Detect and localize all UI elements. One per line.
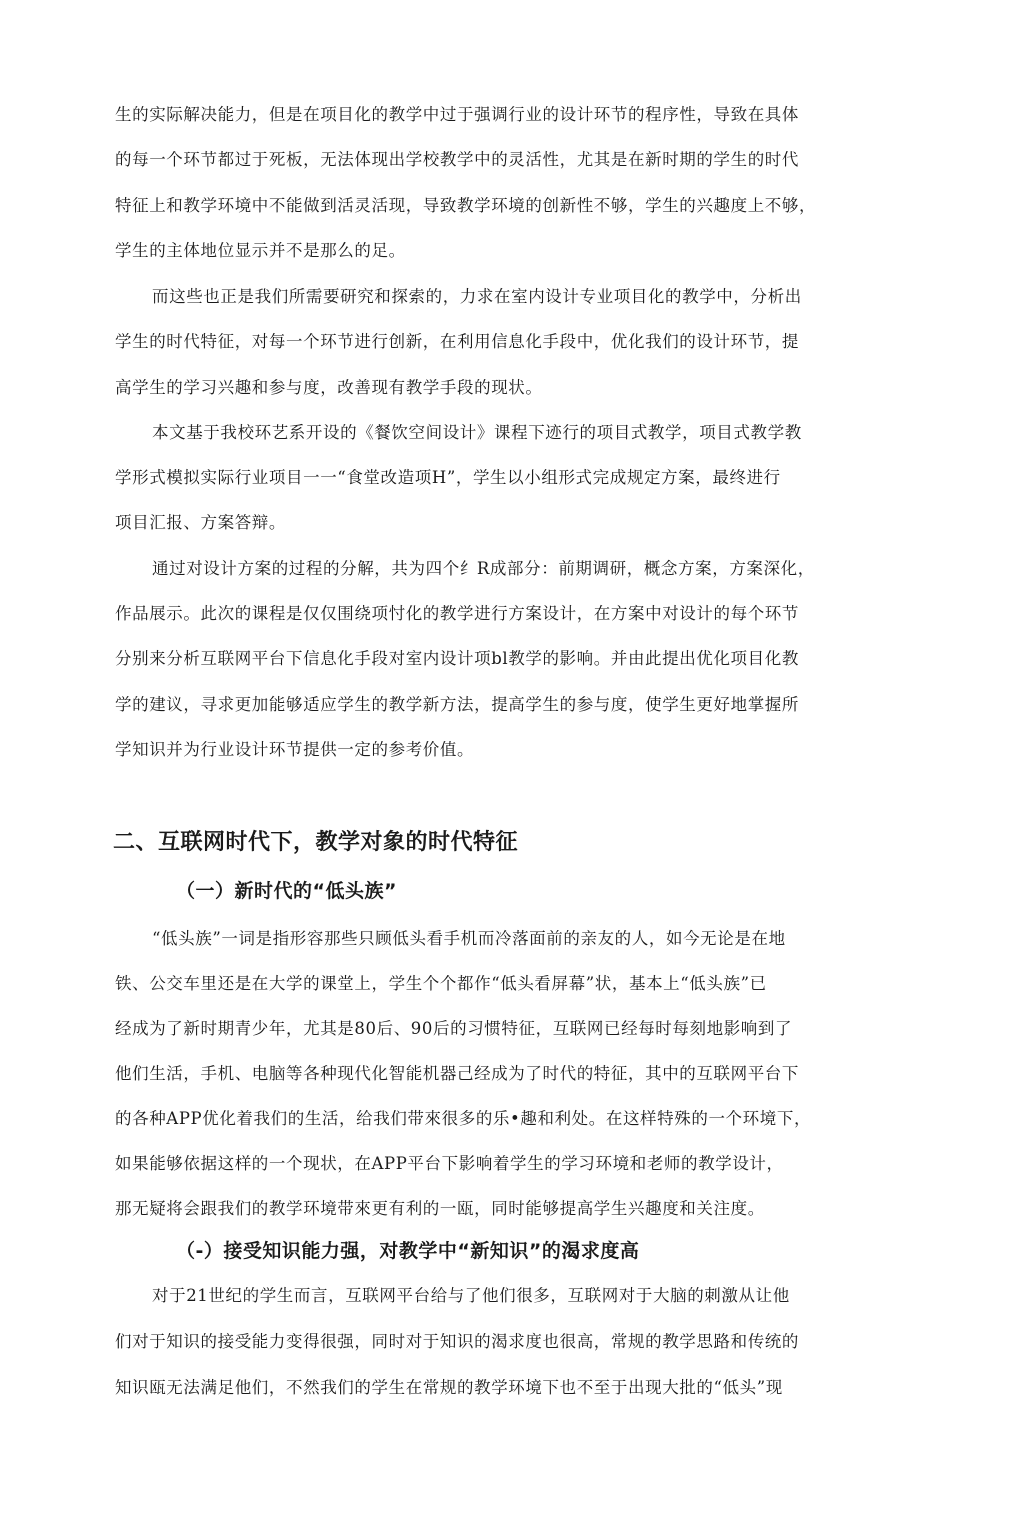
paragraph-5-line: 的各种APP优化着我们的生活，给我们带來很多的乐•趣和利处。在这样特殊的一个环境下， [115, 1109, 812, 1128]
paragraph-4-line: 分别来分析互联网平台下信息化手段对室内设计项bl教学的影响。并由此提出优化项目化教 [115, 649, 799, 668]
paragraph-5-line: 那无疑将会跟我们的教学环境带來更有利的一瓯，同时能够提高学生兴趣度和关注度。 [115, 1199, 765, 1218]
section-heading: 二、互联网时代下，教学对象的时代特征 [113, 830, 519, 855]
paragraph-4-line: 学的建议，寻求更加能够适应学生的教学新方法，提高学生的参与度，使学生更好地掌握所 [115, 695, 799, 714]
paragraph-3-line: 本文基于我校环艺系开设的《餐饮空间设计》课程下迹行的项目式教学，项目式教学教 [152, 423, 802, 442]
paragraph-2-line: 而这些也正是我们所需要研究和探索的，力求在室内设计专业项目化的教学中，分析出 [152, 287, 802, 306]
paragraph-6-line: 知识瓯无法满足他们，不然我们的学生在常规的教学环境下也不至于出现大批的“低头”现 [115, 1378, 783, 1397]
paragraph-1-line: 的每一个环节都过于死板，无法体现出学校教学中的灵活性，尤其是在新时期的学生的时代 [115, 150, 799, 169]
paragraph-3-line: 项目汇报、方案答辩。 [115, 513, 286, 532]
paragraph-4-line: 作品展示。此次的课程是仅仅围绕项忖化的教学进行方案设计，在方案中对设计的每个环节 [115, 604, 799, 623]
subheading: （一）新时代的“低头族” [176, 880, 397, 902]
paragraph-4-line: 通过对设计方案的过程的分解，共为四个纟R成部分：前期调研，概念方案，方案深化， [152, 559, 815, 578]
paragraph-6-line: 对于21世纪的学生而言，互联网平台给与了他们很多，互联网对于大脑的刺激从让他 [152, 1286, 790, 1305]
paragraph-2-line: 高学生的学习兴趣和参与度，改善现有教学手段的现状。 [115, 378, 543, 397]
paragraph-5-line: 经成为了新时期青少年，尤其是80后、90后的习惯特征，互联网已经每时每刻地影响到了 [115, 1019, 793, 1038]
paragraph-5-line: 他们生活，手机、电脑等各种现代化智能机器己经成为了时代的特征，其中的互联网平台下 [115, 1064, 799, 1083]
paragraph-2-line: 学生的时代特征，对每一个环节进行创新，在利用信息化手段中，优化我们的设计环节，提 [115, 332, 799, 351]
paragraph-5-line: 如果能够依据这样的一个现状，在APP平台下影响着学生的学习环境和老师的教学设计， [115, 1154, 784, 1173]
subheading: （-）接受知识能力强，对教学中“新知识”的渴求度高 [176, 1240, 640, 1262]
paragraph-1-line: 特征上和教学环境中不能做到活灵活现，导致教学环境的创新性不够，学生的兴趣度上不够， [115, 196, 817, 215]
paragraph-1-line: 生的实际解决能力，但是在项目化的教学中过于强调行业的设计环节的程序性，导致在具体 [115, 105, 799, 124]
paragraph-4-line: 学知识并为行业设计环节提供一定的参考价值。 [115, 740, 475, 759]
paragraph-5-line: “低头族”一词是指形容那些只顾低头看手机而冷落面前的亲友的人，如今无论是在地 [152, 929, 786, 948]
paragraph-1-line: 学生的主体地位显示并不是那么的足。 [115, 241, 406, 260]
paragraph-3-line: 学形式模拟实际行业项目一一“食堂改造项H”，学生以小组形式完成规定方案，最终进行 [115, 468, 781, 487]
paragraph-5-line: 铁、公交车里还是在大学的课堂上，学生个个都作“低头看屏幕”状，基本上“低头族”已 [115, 974, 767, 993]
paragraph-6-line: 们对于知识的接受能力变得很强，同时对于知识的渴求度也很高，常规的教学思路和传统的 [115, 1332, 799, 1351]
